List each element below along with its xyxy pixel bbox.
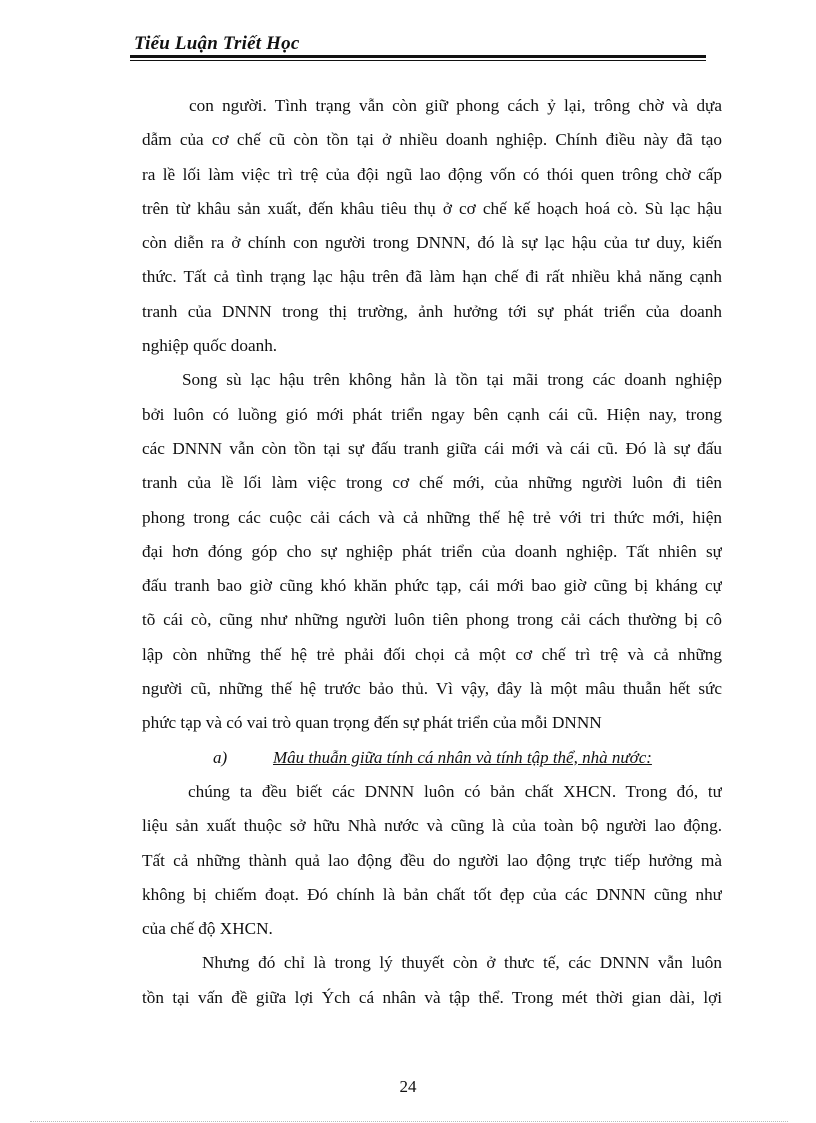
header-title: Tiểu Luận Triết Học: [134, 33, 300, 54]
text-line: thức. Tất cả tình trạng lạc hậu trên đã làm hạn chế đi rất nhiều khả năng cạnh: [142, 267, 722, 287]
footer-dotted-line: [30, 1121, 788, 1122]
text-line: còn diễn ra ở chính con người trong DNNN, đó là sự lạc hậu của tư duy, kiến: [142, 233, 722, 253]
text-line: chúng ta đều biết các DNNN luôn có bản chất XHCN. Trong đó, tư: [188, 781, 722, 801]
text-line: Tất cả những thành quả lao động đều do người lao động trực tiếp hưởng mà: [142, 850, 722, 870]
text-line: tranh của lề lối làm việc trong cơ chế mới, của những người luôn đi tiên: [142, 473, 722, 493]
header-rule-thick: [130, 55, 706, 58]
sub-heading: [142, 741, 722, 775]
text-line: liệu sản xuất thuộc sở hữu Nhà nước và cũng là của toàn bộ người lao động.: [142, 816, 722, 836]
text-line: bởi luôn có luồng gió mới phát triển ngay bên cạnh cái cũ. Hiện nay, trong: [142, 404, 722, 424]
text-line: trên từ khâu sản xuất, đến khâu tiêu thụ ở cơ chế kế hoạch hoá cò. Sù lạc hậu: [142, 198, 722, 218]
text-line: người cũ, những thế hệ trước bảo thủ. Vì vậy, đây là một mâu thuẫn hết sức: [142, 679, 722, 699]
text-line: ra lề lối làm việc trì trệ của đội ngũ lao động vốn có thói quen trông chờ cấp: [142, 164, 722, 184]
text-line: Song sù lạc hậu trên không hẳn là tồn tại mãi trong các doanh nghiệp: [182, 370, 722, 390]
text-line: phức tạp và có vai trò quan trọng đến sự phát triển của mỗi DNNN: [142, 713, 602, 733]
text-line: không bị chiếm đoạt. Đó chính là bản chất tốt đẹp của các DNNN cũng như: [142, 884, 722, 904]
text-line: tồn tại vấn đề giữa lợi Ých cá nhân và tập thể. Trong mét thời gian dài, lợi: [142, 987, 722, 1007]
text-line: con người. Tình trạng vẫn còn giữ phong cách ỷ lại, trông chờ và dựa: [189, 96, 722, 115]
text-line: Nhưng đó chỉ là trong lý thuyết còn ở thưc tế, các DNNN vẫn luôn: [202, 953, 722, 973]
header-rule-thin: [130, 60, 706, 61]
sub-heading-marker: a): [213, 747, 228, 767]
text-line: đại hơn đóng góp cho sự nghiệp phát triển của doanh nghiệp. Tất nhiên sự: [142, 541, 722, 561]
text-line: phong trong các cuộc cải cách và cả những thế hệ trẻ với tri thức mới, hiện: [142, 507, 722, 527]
body-text: [142, 89, 722, 1015]
page-number: 24: [399, 1077, 417, 1096]
text-line: các DNNN vẫn còn tồn tại sự đấu tranh giữa cái mới và cái cũ. Đó là sự đấu: [142, 438, 722, 458]
text-line: đấu tranh bao giờ cũng khó khăn phức tạp, cái mới bao giờ cũng bị kháng cự: [142, 576, 722, 596]
text-line: của chế độ XHCN.: [142, 919, 273, 939]
text-line: tranh của DNNN trong thị trường, ảnh hưởng tới sự phát triển của doanh: [142, 301, 722, 321]
text-line: dẫm của cơ chế cũ còn tồn tại ở nhiều doanh nghiệp. Chính điều này đã tạo: [142, 130, 722, 150]
text-line: nghiệp quốc doanh.: [142, 336, 278, 356]
text-line: tõ cái cò, cũng như những người luôn tiên phong trong cải cách thường bị cô: [142, 610, 722, 630]
text-line: lập còn những thế hệ trẻ phải đối chọi cả một cơ chế trì trệ và cả những: [142, 644, 722, 664]
sub-heading-title: Mâu thuẫn giữa tính cá nhân và tính tập thể, nhà nước:: [273, 747, 652, 767]
